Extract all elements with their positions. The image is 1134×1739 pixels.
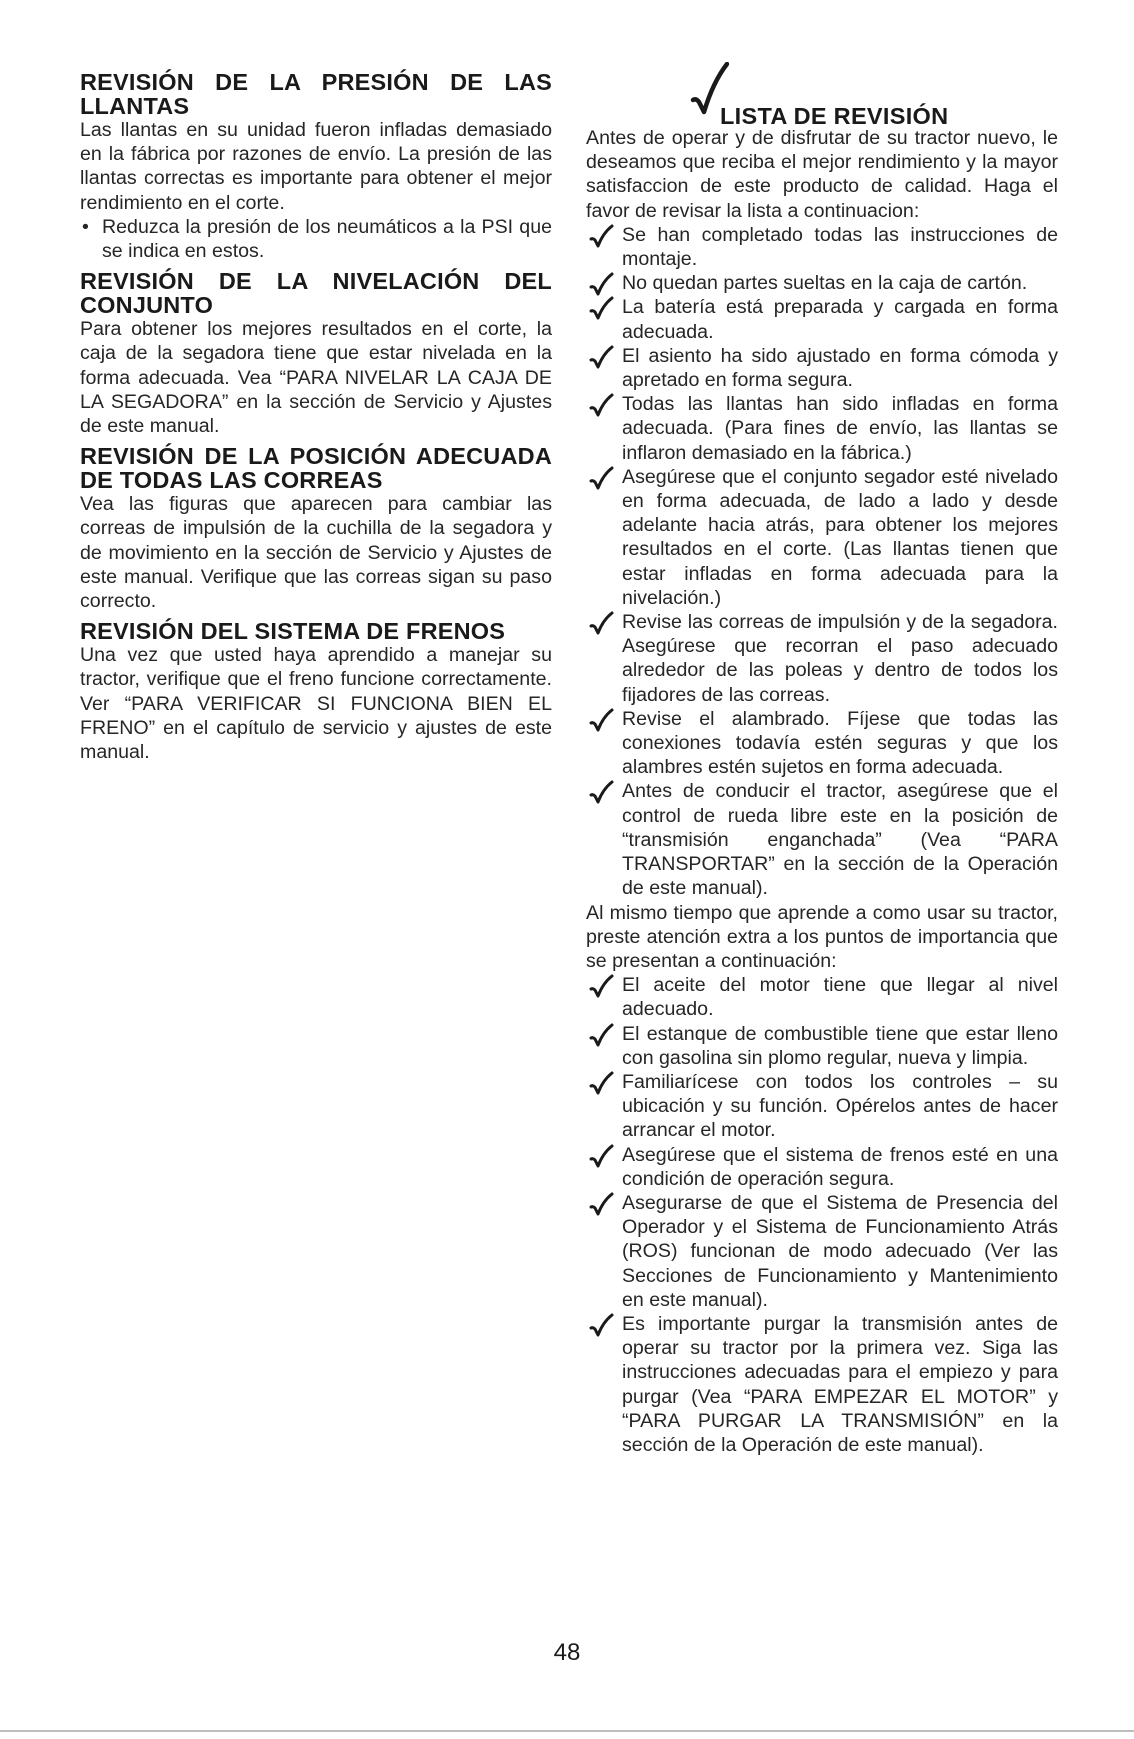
checkmark-icon	[588, 708, 614, 734]
checklist-item	[586, 295, 1058, 343]
checkmark-icon	[588, 393, 614, 419]
checklist-item-text: No quedan partes sueltas en la caja de cartón.	[622, 272, 1028, 295]
checklist-item	[586, 392, 1058, 465]
checklist-item-text: Asegurarse de que el Sistema de Presencia del Operador y el Sistema de Funcionamiento Atrás (ROS) funcionan de modo adecuado (Ver las Secciones de Funcionamiento y Mantenimiento en este manual).	[622, 1191, 1058, 1311]
bottom-divider	[0, 1730, 1134, 1732]
checklist-item	[586, 271, 1058, 295]
section-text-leveling: Para obtener los mejores resultados en el corte, la caja de la segadora tiene que estar nivelada en la forma adecuada. Vea “PARA NIVELAR LA CAJA DE LA SEGADORA” en la sección de Servicio y Ajustes de este manual.	[80, 318, 552, 438]
checklist-item	[586, 465, 1058, 610]
bullet-icon: •	[82, 215, 89, 238]
bullet-text: Reduzca la presión de los neumáticos a la PSI que se indica en estos.	[102, 215, 552, 263]
checklist-item-text: La batería está preparada y cargada en forma adecuada.	[622, 296, 1058, 343]
section-title-belts: REVISIÓN DE LA POSICIÓN ADECUADA DE TODAS LAS CORREAS	[80, 443, 552, 494]
checklist-item-text: Antes de conducir el tractor, asegúrese que el control de rueda libre este en la posición de “transmisión enganchada” (Vea “PARA TRANSPORTAR” en la sección de la Operación de este manual).	[622, 780, 1058, 900]
checklist-item-text: Todas las llantas han sido infladas en forma adecuada. (Para fines de envío, las llantas se inflaron demasiado en la fábrica.)	[622, 393, 1058, 464]
checklist-item-text: Se han completado todas las instrucciones de montaje.	[622, 223, 1058, 271]
checklist-item	[586, 1191, 1058, 1312]
checklist-heading	[586, 70, 1058, 129]
checklist-item-text: Asegúrese que el conjunto segador esté nivelado en forma adecuada, de lado a lado y desde adelante hacia atrás, para obtener los mejores resultados en el corte. (Las llantas tienen que estar infladas en forma adecuada para la nivelación.)	[622, 465, 1058, 609]
checkmark-icon	[588, 272, 614, 298]
checkmark-icon	[588, 1023, 614, 1049]
section-title-tire-pressure: REVISIÓN DE LA PRESIÓN DE LAS LLANTAS	[80, 69, 552, 119]
checkmark-icon	[588, 780, 614, 806]
checklist-item-text: Revise el alambrado. Fíjese que todas las conexiones todavía estén seguras y que los alambres estén sujetos en forma adecuada.	[622, 707, 1058, 779]
section-text-brakes: Una vez que usted haya aprendido a manejar su tractor, verifique que el freno funcione correctamente. Ver “PARA VERIFICAR SI FUNCIONA BIEN EL FRENO” en el capítulo de servicio y ajustes de este manual.	[80, 644, 552, 764]
checklist-primary	[586, 223, 1058, 901]
checklist-item-text: Revise las correas de impulsión y de la segadora. Asegúrese que recorran el paso adecuado alrededor de las poleas y dentro de todos los fijadores de las correas.	[622, 611, 1058, 706]
checklist-item	[586, 1143, 1058, 1191]
right-column	[586, 70, 1058, 1457]
checklist-item	[586, 1312, 1058, 1457]
checklist-item	[586, 610, 1058, 707]
checklist-item-text: El aceite del motor tiene que llegar al nivel adecuado.	[622, 974, 1058, 1021]
checkmark-icon	[588, 974, 614, 1000]
checkmark-icon	[588, 611, 614, 637]
checkmark-icon	[588, 1071, 614, 1097]
checklist-title: LISTA DE REVISIÓN	[720, 103, 949, 129]
left-column	[80, 70, 552, 764]
section-title-leveling: REVISIÓN DE LA NIVELACIÓN DEL CONJUNTO	[80, 268, 552, 319]
checkmark-icon	[588, 1144, 614, 1170]
checkmark-icon	[588, 345, 614, 371]
checkmark-icon	[588, 296, 614, 322]
checklist-item	[586, 1022, 1058, 1070]
checklist-item-text: Familiarícese con todos los controles – su ubicación y su función. Opérelos antes de hacer arrancar el motor.	[622, 1070, 1058, 1142]
checklist-item-text: Es importante purgar la transmisión antes de operar su tractor por la primera vez. Siga las instrucciones adecuadas para el empiezo y para purgar (Vea “PARA EMPEZAR EL MOTOR” y “PARA PURGAR LA TRANSMISIÓN” en la sección de la Operación de este manual).	[622, 1312, 1058, 1456]
page-number: 48	[553, 1639, 581, 1666]
checklist-item	[586, 973, 1058, 1021]
checkmark-icon	[588, 1313, 614, 1339]
checklist-item-text: El estanque de combustible tiene que estar lleno con gasolina sin plomo regular, nueva y limpia.	[622, 1022, 1058, 1069]
section-text-belts: Vea las figuras que aparecen para cambiar las correas de impulsión de la cuchilla de la segadora y de movimiento en la sección de Servicio y Ajustes de este manual. Verifique que las correas sigan su paso correcto.	[80, 493, 552, 613]
checklist-item	[586, 1070, 1058, 1143]
checklist-item-text: Asegúrese que el sistema de frenos esté en una condición de operación segura.	[622, 1143, 1058, 1190]
checklist-secondary	[586, 973, 1058, 1457]
checklist-item	[586, 223, 1058, 271]
checklist-item-text: El asiento ha sido ajustado en forma cómoda y apretado en forma segura.	[622, 344, 1058, 392]
section-text-tire-pressure: Las llantas en su unidad fueron infladas demasiado en la fábrica por razones de envío. La presión de las llantas correctas es importante para obtener el mejor rendimiento en el corte.	[80, 119, 552, 214]
checkmark-icon	[588, 1192, 614, 1218]
checklist-item	[586, 707, 1058, 780]
checkmark-icon	[588, 224, 614, 250]
checklist-item	[586, 344, 1058, 392]
bullet-item	[80, 215, 552, 263]
checklist-middle-text: Al mismo tiempo que aprende a como usar su tractor, preste atención extra a los puntos de importancia que se presentan a continuación:	[586, 901, 1058, 972]
checklist-intro: Antes de operar y de disfrutar de su tractor nuevo, le deseamos que reciba el mejor rendimiento y la mayor satisfaccion de este producto de calidad. Haga el favor de revisar la lista a continuacion:	[586, 127, 1058, 222]
section-title-brakes: REVISIÓN DEL SISTEMA DE FRENOS	[80, 618, 506, 645]
checkmark-icon	[588, 466, 614, 492]
checklist-item	[586, 779, 1058, 900]
